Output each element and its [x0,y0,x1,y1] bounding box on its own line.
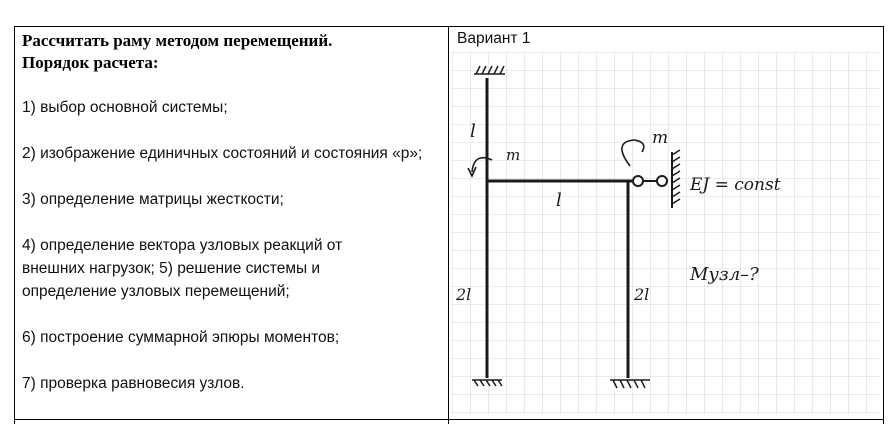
hinge-node [633,176,643,186]
graph-paper [452,52,880,414]
label-left-bottom: 2l [456,285,472,304]
label-beam: l [556,190,562,211]
label-left-top: l [470,121,476,142]
table-row-divider [14,419,884,420]
label-question: Mузл–? [690,264,759,285]
link-hinge [657,176,667,186]
step-1: 1) выбор основной системы; [22,99,228,116]
task-cell [22,30,442,395]
label-right-column: 2l [634,285,650,304]
task-subtitle: Порядок расчета: [22,53,159,72]
step-6: 6) построение суммарной эпюры моментов; [22,329,340,346]
variant-label: Вариант 1 [457,30,531,47]
task-title: Рассчитать раму методом перемещений. [22,31,333,50]
label-moment-left: m [506,146,521,164]
step-4: 4) определение вектора узловых реакций от внешних нагрузок; 5) решение системы и определение узловых перемещений; [22,237,343,300]
label-stiffness: EJ = const [690,175,781,195]
label-moment-right: m [652,128,669,148]
step-7: 7) проверка равновесия узлов. [22,375,245,392]
frame-sketch [449,50,883,416]
step-2: 2) изображение единичных состояний и состояния «р»; [22,145,423,162]
step-3: 3) определение матрицы жесткости; [22,191,284,208]
